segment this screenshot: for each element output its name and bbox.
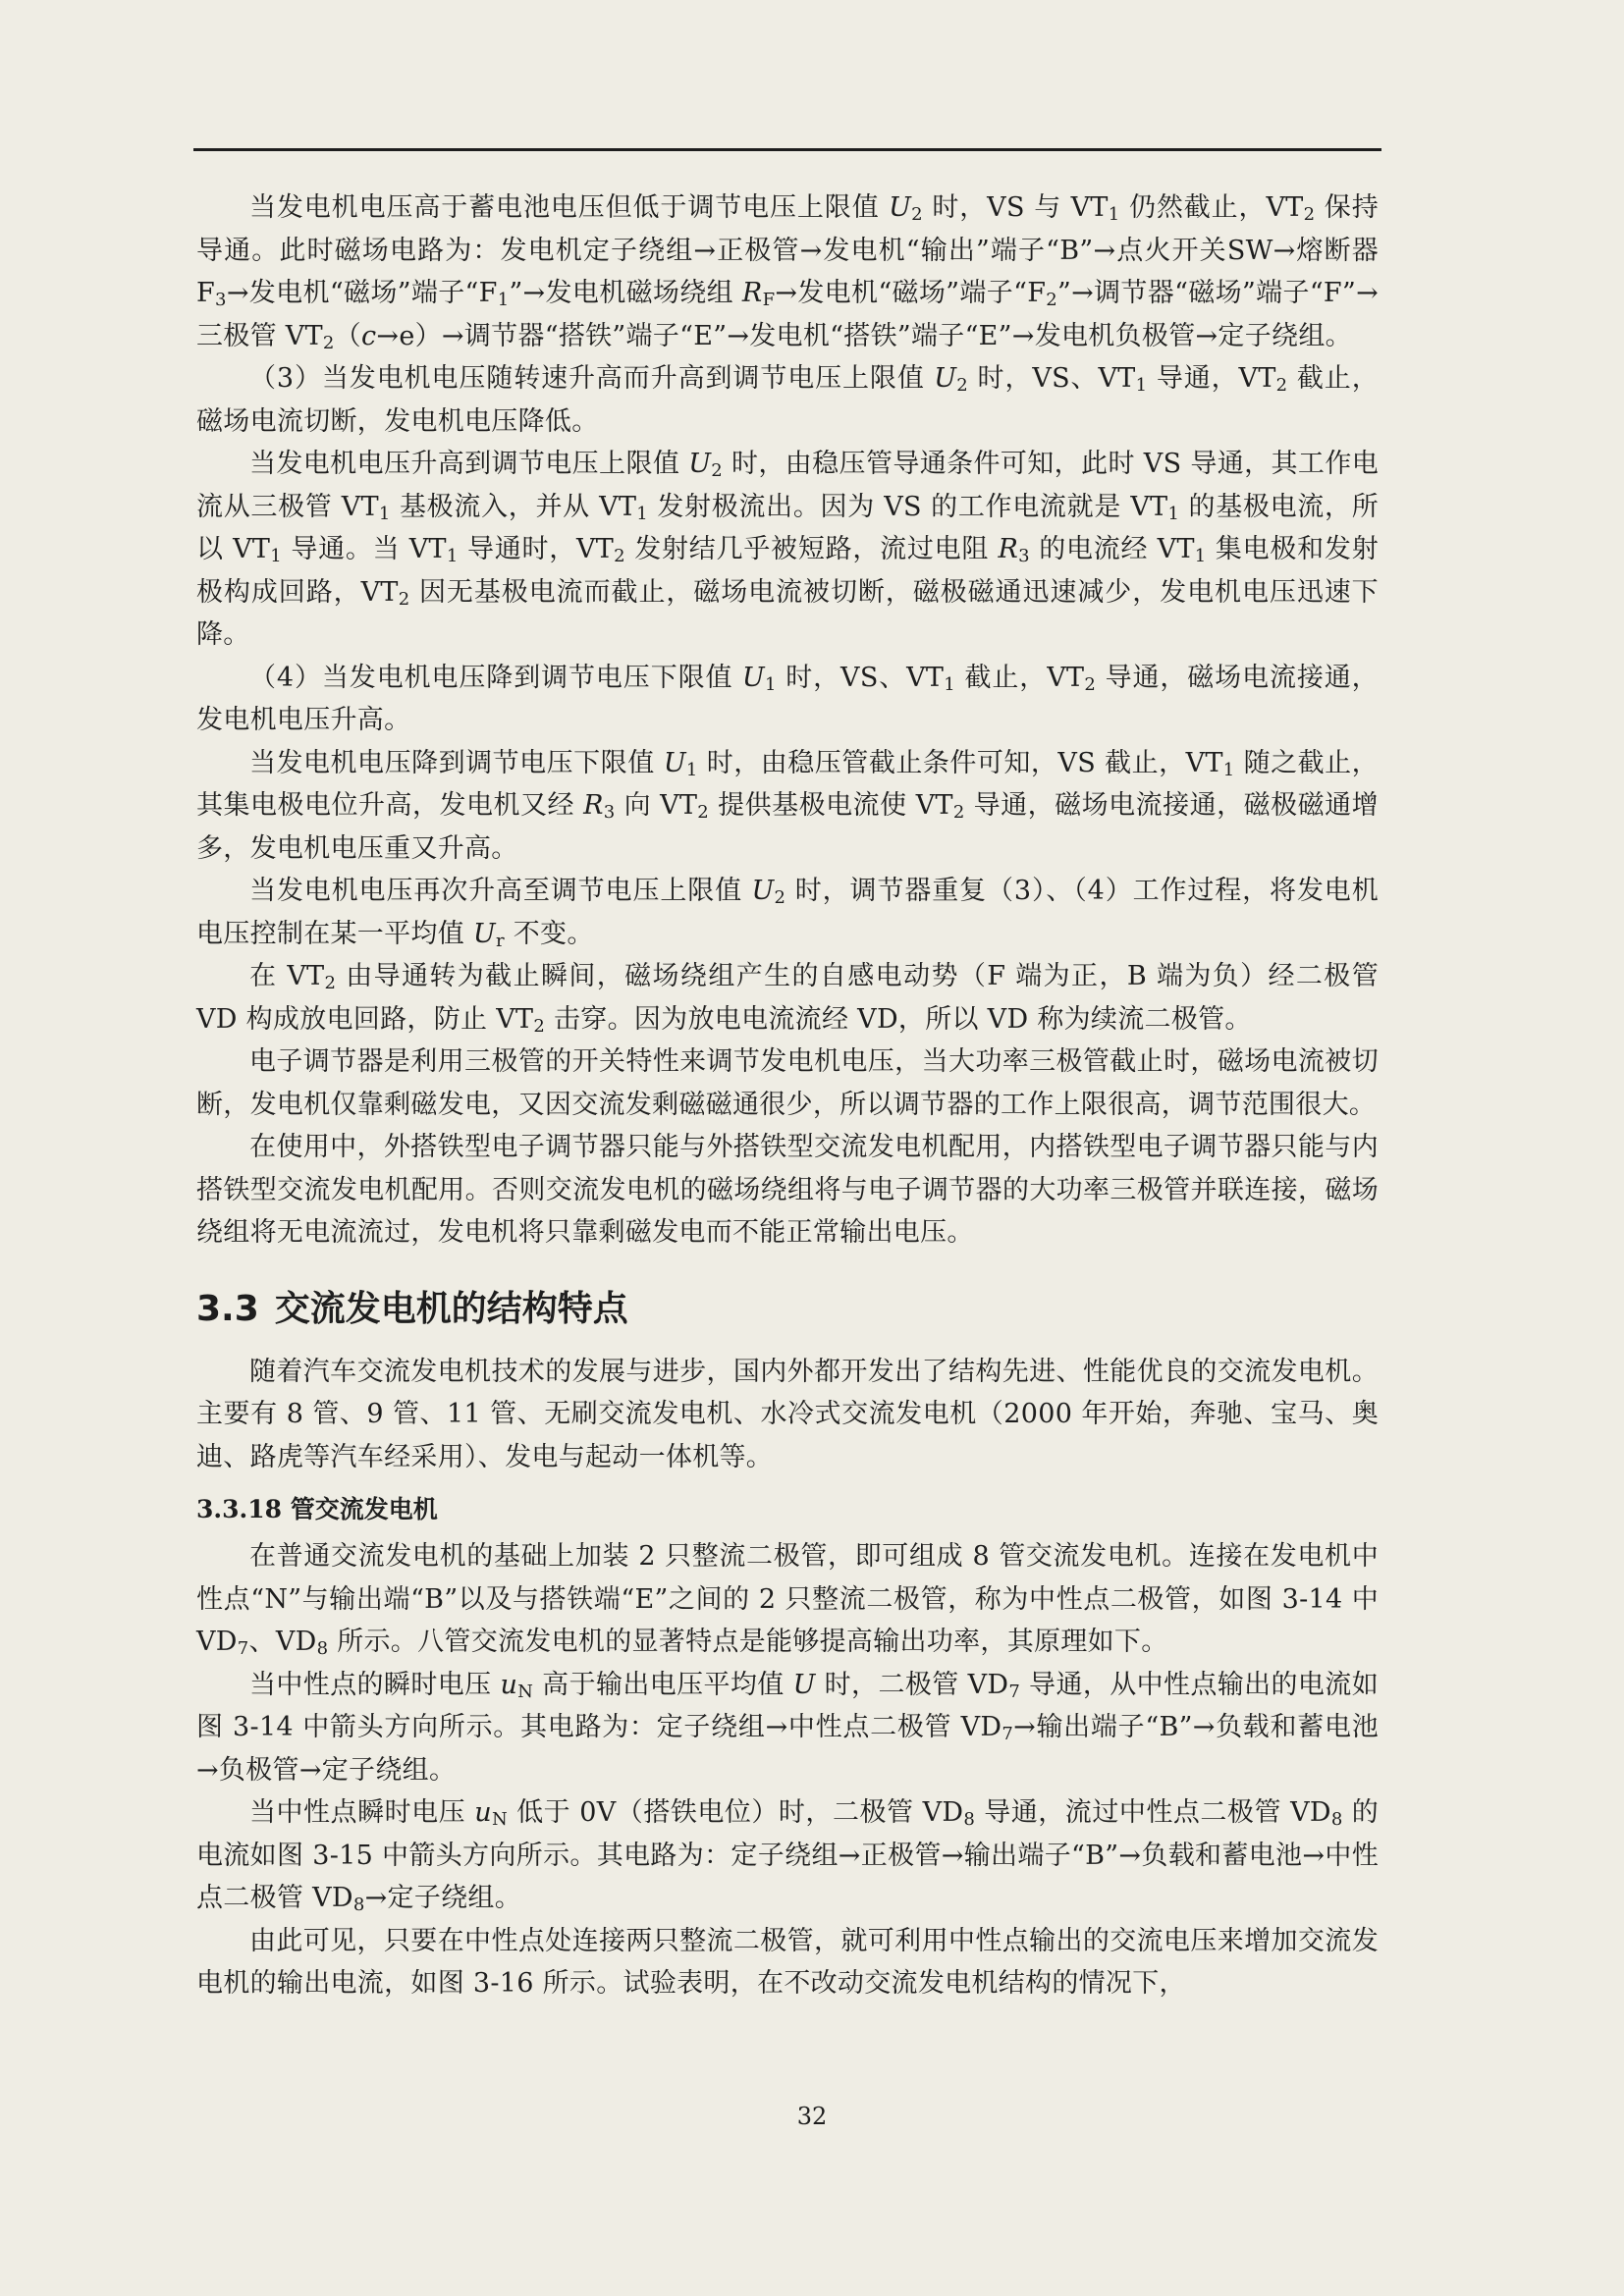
subsection-body-text <box>196 1535 1379 2005</box>
paragraph: 当中性点的瞬时电压 $u_N$ 高于输出电压平均值 U 时，二极管 $VD_7$ 导通，从中性点输出的电流如图 3-14 中箭头方向所示。其电路为：定子绕组→中性点二极管 $VD_7\to$输出端子“B”→负载和蓄电池→负极管→定子绕组。 <box>196 1669 1380 1786</box>
paragraph: 在使用中，外搭铁型电子调节器只能与外搭铁型交流发电机配用，内搭铁型电子调节器只能与内搭铁型交流发电机配用。否则交流发电机的磁场绕组将与电子调节器的大功率三极管并联连接，磁场绕组将无电流流过，发电机将只靠剩磁发电而不能正常输出电压。 <box>196 1132 1379 1248</box>
section-title: 交流发电机的结构特点 <box>274 1288 628 1329</box>
paragraph: 在 $VT_2$ 由导通转为截止瞬间，磁场绕组产生的自感电动势（F 端为正，B 端为负）经二极管 VD 构成放电回路，防止 $VT_2$ 击穿。因为放电电流流经 VD，所以 VD 称为续流二极管。 <box>196 961 1379 1037</box>
section-number: 3.3 <box>196 1288 259 1329</box>
paragraph: 当中性点瞬时电压 $u_N$ 低于 0V（搭铁电位）时，二极管 $VD_8$ 导通，流过中性点二极管 $VD_8$ 的电流如图 3-15 中箭头方向所示。其电路为：定子绕组→正极管→输出端子“B”→负载和蓄电池→中性点二极管 $VD_8\to$定子绕组。 <box>196 1797 1379 1915</box>
paragraph: 由此可见，只要在中性点处连接两只整流二极管，就可利用中性点输出的交流电压来增加交流发电机的输出电流，如图 3-16 所示。试验表明，在不改动交流发电机结构的情况下， <box>196 1925 1379 1999</box>
subsection-heading: 3.3.18 管交流发电机 <box>196 1495 438 1523</box>
header-rule <box>193 148 1381 151</box>
body-text-before-section <box>196 187 1379 1255</box>
page-number: 32 <box>796 2103 828 2130</box>
paragraph: 当发电机电压升高到调节电压上限值 $U_2$ 时，由稳压管导通条件可知，此时 VS 导通，其工作电流从三极管 $VT_1$ 基极流入，并从 $VT_1$ 发射极流出。因为 VS 的工作电流就是 $VT_1$ 的基极电流，所以 $VT_1$ 导通。当 $VT_1$ 导通时，$VT_2$ 发射结几乎被短路，流过电阻 $R_3$ 的电流经 $VT_1$ 集电极和发射极构成回路，$VT_2$ 因无基极电流而截止，磁场电流被切断，磁极磁通迅速减少，发电机电压迅速下降。 <box>196 449 1380 650</box>
paragraph: （3）当发电机电压随转速升高而升高到调节电压上限值 $U_2$ 时，VS、$VT_1$ 导通，$VT_2$ 截止，磁场电流切断，发电机电压降低。 <box>196 363 1379 437</box>
paragraph: 当发电机电压高于蓄电池电压但低于调节电压上限值 $U_2$ 时，VS 与 $VT_1$ 仍然截止，$VT_2$ 保持导通。此时磁场电路为：发电机定子绕组→正极管→发电机“输出”端子“B”→点火开关SW→熔断器 $F_3\to$发电机“磁场”端子“$F_1”\to$发电机磁场绕组 $R_F\to$发电机“磁场”端子“$F_2”\to$调节器“磁场”端子“F”→三极管 $VT_2(c\to e)\to$调节器“搭铁”端子“E”→发电机“搭铁”端子“E”→发电机负极管→定子绕组。 <box>196 192 1380 353</box>
paragraph: （4）当发电机电压降到调节电压下限值 $U_1$ 时，VS、$VT_1$ 截止，$VT_2$ 导通，磁场电流接通，发电机电压升高。 <box>196 662 1379 735</box>
paragraph: 在普通交流发电机的基础上加装 2 只整流二极管，即可组成 8 管交流发电机。连接在发电机中性点“N”与输出端“B”以及与搭铁端“E”之间的 2 只整流二极管，称为中性点二极管，如图 3-14 中 $VD_7$、$VD_8$ 所示。八管交流发电机的显著特点是能够提高输出功率，其原理如下。 <box>196 1541 1379 1659</box>
paragraph: 随着汽车交流发电机技术的发展与进步，国内外都开发出了结构先进、性能优良的交流发电机。主要有 8 管、9 管、11 管、无刷交流发电机、水冷式交流发电机（2000 年开始，奔驰、宝马、奥迪、路虎等汽车经采用）、发电与起动一体机等。 <box>196 1356 1379 1472</box>
paragraph: 当发电机电压再次升高至调节电压上限值 $U_2$ 时，调节器重复（3）、（4）工作过程，将发电机电压控制在某一平均值 $U_r$ 不变。 <box>196 876 1379 951</box>
paragraph: 当发电机电压降到调节电压下限值 $U_1$ 时，由稳压管截止条件可知，VS 截止，$VT_1$ 随之截止，其集电极电位升高，发电机又经 $R_3$ 向 $VT_2$ 提供基极电流使 $VT_2$ 导通，磁场电流接通，磁极磁通增多，发电机电压重又升高。 <box>196 747 1379 864</box>
page-body <box>196 187 1379 2005</box>
section-heading <box>196 1282 1379 1337</box>
section-intro-text <box>196 1351 1379 1479</box>
paragraph: 电子调节器是利用三极管的开关特性来调节发电机电压，当大功率三极管截止时，磁场电流被切断，发电机仅靠剩磁发电，又因交流发剩磁磁通很少，所以调节器的工作上限很高，调节范围很大。 <box>196 1046 1379 1120</box>
